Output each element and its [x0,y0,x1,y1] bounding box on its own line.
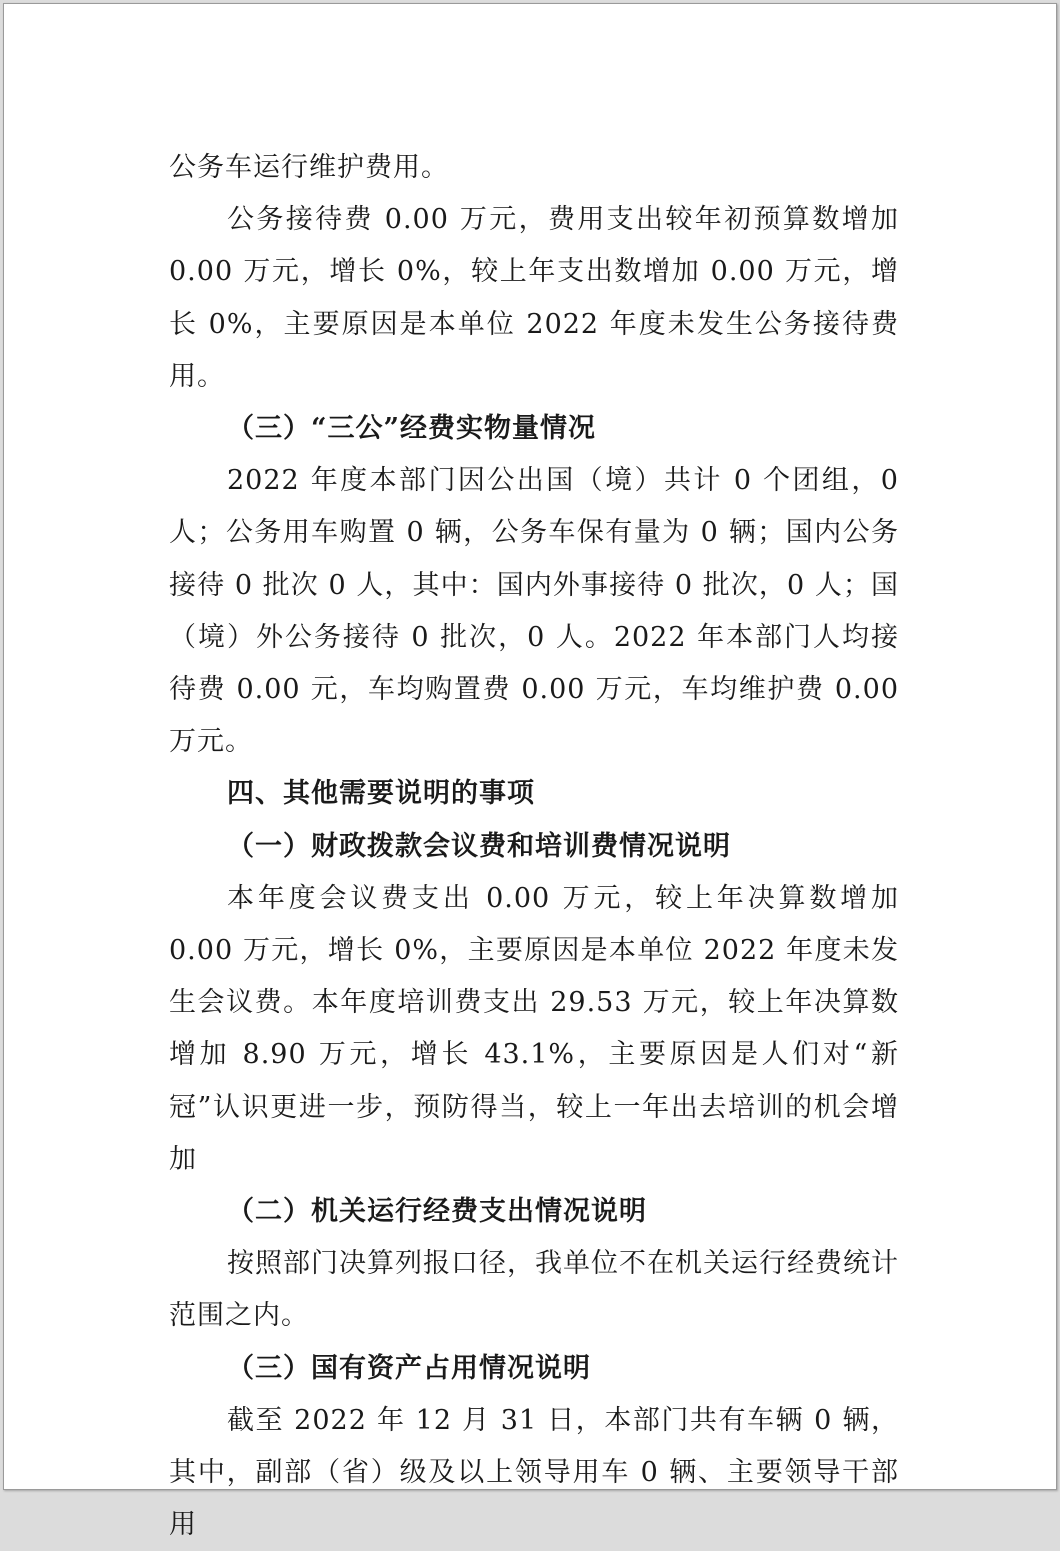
heading-state-assets: （三）国有资产占用情况说明 [227,1352,591,1384]
paragraph-operating-expenses: 按照部门决算列报口径，我单位不在机关运行经费统计范围之内。 [169,1248,899,1332]
paragraph-vehicle-maintenance-tail: 公务车运行维护费用。 [169,152,449,183]
paragraph-state-assets: 截至 2022 年 12 月 31 日，本部门共有车辆 0 辆，其中，副部（省）级及以上领导用车 0 辆、主要领导干部用 [169,1404,899,1541]
heading-three-public-quantity: （三）“三公”经费实物量情况 [227,413,597,445]
heading-other-matters: 四、其他需要说明的事项 [227,778,535,810]
document-body [169,142,899,1551]
paragraph-meeting-training-fees: 本年度会议费支出 0.00 万元，较上年决算数增加 0.00 万元，增长 0%，主要原因是本单位 2022 年度未发生会议费。本年度培训费支出 29.53 万元，较上年决算数增加 8.90 万元，增长 43.1%，主要原因是人们对“新冠”认识更进一步，预防得当，较上一年出去培训的机会增加 [169,882,899,1175]
paragraph-reception-expense: 公务接待费 0.00 万元，费用支出较年初预算数增加 0.00 万元，增长 0%，较上年支出数增加 0.00 万元，增长 0%，主要原因是本单位 2022 年度未发生公务接待费用。 [169,204,899,392]
document-page [3,3,1057,1541]
heading-operating-expenses: （二）机关运行经费支出情况说明 [227,1196,647,1228]
heading-meeting-training-fees: （一）财政拨款会议费和培训费情况说明 [227,830,731,862]
paragraph-three-public-quantity: 2022 年度本部门因公出国（境）共计 0 个团组，0 人；公务用车购置 0 辆，公务车保有量为 0 辆；国内公务接待 0 批次 0 人，其中：国内外事接待 0 批次，0 人；国（境）外公务接待 0 批次，0 人。2022 年本部门人均接待费 0.00 元，车均购置费 0.00 万元，车均维护费 0.00 万元。 [169,465,899,758]
